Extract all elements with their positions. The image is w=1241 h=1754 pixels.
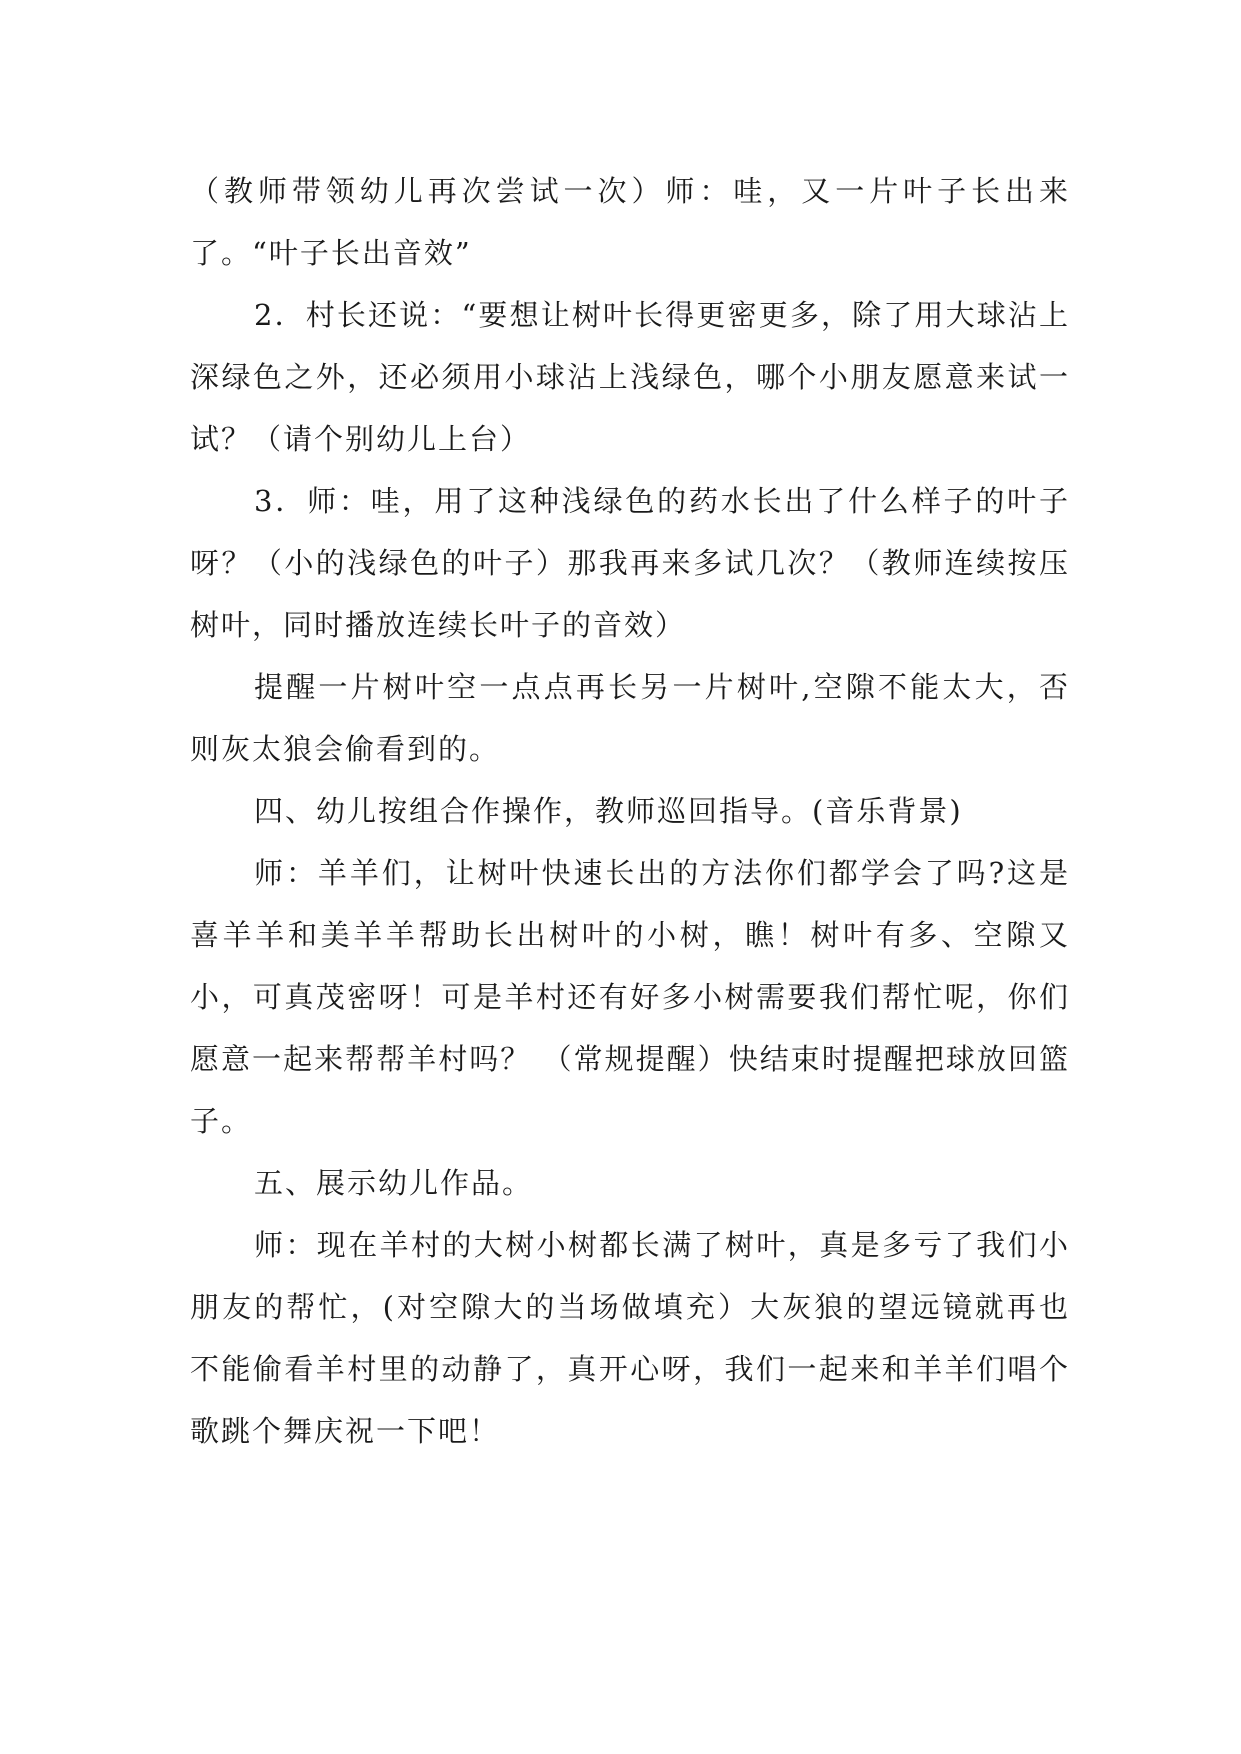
paragraph-reminder: 提醒一片树叶空一点点再长另一片树叶,空隙不能太大，否则灰太狼会偷看到的。 <box>190 670 1070 766</box>
paragraph-item-2: 2．村长还说：“要想让树叶长得更密更多，除了用大球沾上深绿色之外，还必须用小球沾上浅绿色，哪个小朋友愿意来试一试？（请个别幼儿上台） <box>190 298 1070 456</box>
paragraph-continued: （教师带领幼儿再次尝试一次）师：哇，又一片叶子长出来了。“叶子长出音效” <box>190 174 1070 270</box>
document-body <box>190 160 1070 1462</box>
paragraph-teacher-dialogue-1: 师：羊羊们，让树叶快速长出的方法你们都学会了吗?这是喜羊羊和美羊羊帮助长出树叶的小树，瞧！树叶有多、空隙又小，可真茂密呀！可是羊村还有好多小树需要我们帮忙呢，你们愿意一起来帮帮羊村吗？ （常规提醒）快结束时提醒把球放回篮子。 <box>190 856 1070 1138</box>
paragraph-item-3: 3．师：哇，用了这种浅绿色的药水长出了什么样子的叶子呀？（小的浅绿色的叶子）那我再来多试几次？（教师连续按压树叶，同时播放连续长叶子的音效） <box>190 484 1070 642</box>
section-heading-4: 四、幼儿按组合作操作，教师巡回指导。(音乐背景) <box>254 794 963 828</box>
paragraph-teacher-dialogue-2: 师：现在羊村的大树小树都长满了树叶，真是多亏了我们小朋友的帮忙，(对空隙大的当场做填充）大灰狼的望远镜就再也不能偷看羊村里的动静了，真开心呀，我们一起来和羊羊们唱个歌跳个舞庆祝一下吧！ <box>190 1228 1070 1448</box>
section-heading-5: 五、展示幼儿作品。 <box>254 1166 534 1200</box>
